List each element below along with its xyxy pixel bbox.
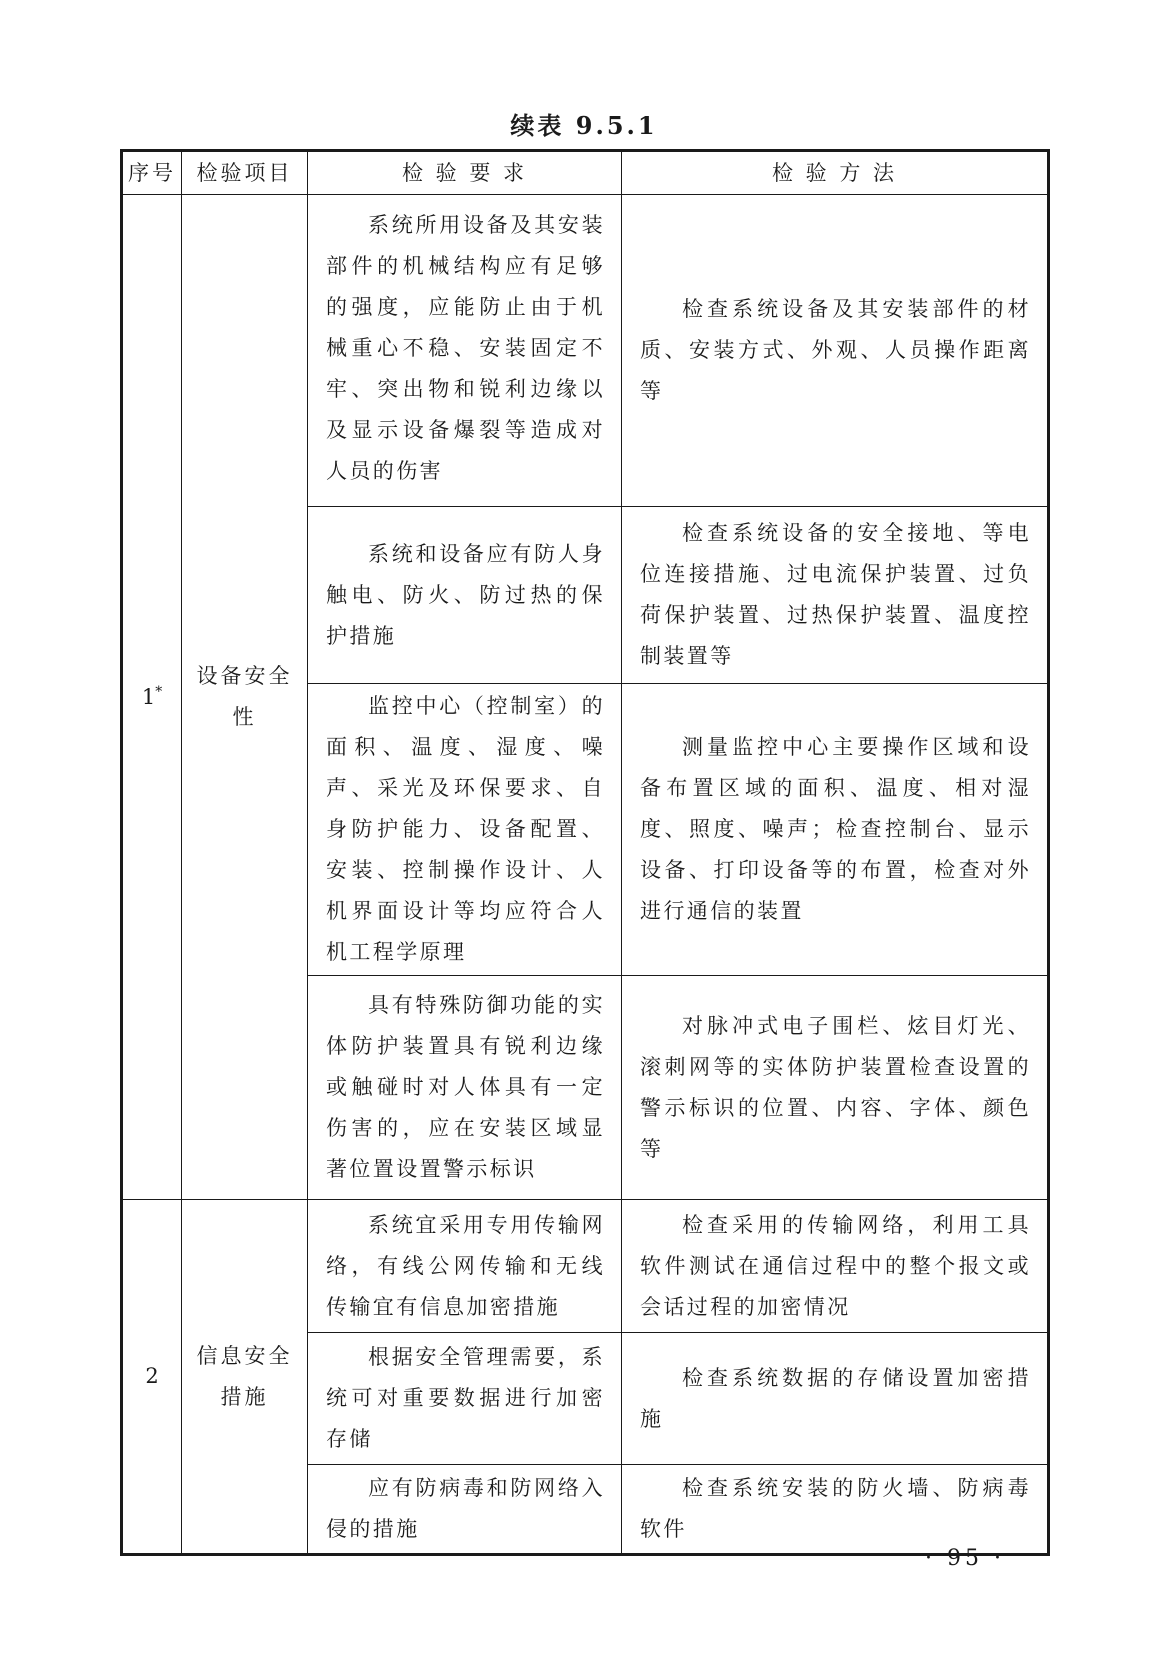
table-row (122, 1200, 1049, 1333)
header-seq: 序号 (122, 151, 182, 195)
inspection-table (120, 149, 1050, 1556)
method-cell: 检查系统数据的存储设置加密措施 (622, 1333, 1049, 1465)
table-header-row (122, 151, 1049, 195)
page-number: · 95 · (925, 1546, 1005, 1571)
method-cell: 检查采用的传输网络，利用工具软件测试在通信过程中的整个报文或会话过程的加密情况 (622, 1200, 1049, 1333)
header-requirement: 检 验 要 求 (308, 151, 622, 195)
seq-mark: * (155, 683, 163, 700)
method-cell: 检查系统设备的安全接地、等电位连接措施、过电流保护装置、过负荷保护装置、过热保护装置、温度控制装置等 (622, 507, 1049, 684)
header-item: 检验项目 (182, 151, 308, 195)
requirement-cell: 系统和设备应有防人身触电、防火、防过热的保护措施 (308, 507, 622, 684)
item-cell: 设备安全性 (182, 195, 308, 1200)
requirement-cell: 具有特殊防御功能的实体防护装置具有锐利边缘或触碰时对人体具有一定伤害的，应在安装区域显著位置设置警示标识 (308, 976, 622, 1200)
seq-cell (122, 1200, 182, 1555)
requirement-cell: 系统宜采用专用传输网络，有线公网传输和无线传输宜有信息加密措施 (308, 1200, 622, 1333)
table-title: 续表 9.5.1 (510, 111, 658, 140)
seq-cell (122, 195, 182, 1200)
seq-number: 2 (145, 1364, 159, 1388)
table-row (122, 195, 1049, 507)
method-cell: 检查系统设备及其安装部件的材质、安装方式、外观、人员操作距离等 (622, 195, 1049, 507)
item-cell: 信息安全措施 (182, 1200, 308, 1555)
requirement-cell: 系统所用设备及其安装部件的机械结构应有足够的强度，应能防止由于机械重心不稳、安装固定不牢、突出物和锐利边缘以及显示设备爆裂等造成对人员的伤害 (308, 195, 622, 507)
requirement-cell: 根据安全管理需要，系统可对重要数据进行加密存储 (308, 1333, 622, 1465)
method-cell: 检查系统安装的防火墙、防病毒软件 (622, 1465, 1049, 1555)
requirement-cell: 监控中心（控制室）的面积、温度、湿度、噪声、采光及环保要求、自身防护能力、设备配置、安装、控制操作设计、人机界面设计等均应符合人机工程学原理 (308, 684, 622, 976)
seq-number: 1 (141, 684, 156, 709)
method-cell: 对脉冲式电子围栏、炫目灯光、滚刺网等的实体防护装置检查设置的警示标识的位置、内容、字体、颜色等 (622, 976, 1049, 1200)
requirement-cell: 应有防病毒和防网络入侵的措施 (308, 1465, 622, 1555)
header-method: 检 验 方 法 (622, 151, 1049, 195)
method-cell: 测量监控中心主要操作区域和设备布置区域的面积、温度、相对湿度、照度、噪声；检查控制台、显示设备、打印设备等的布置，检查对外进行通信的装置 (622, 684, 1049, 976)
